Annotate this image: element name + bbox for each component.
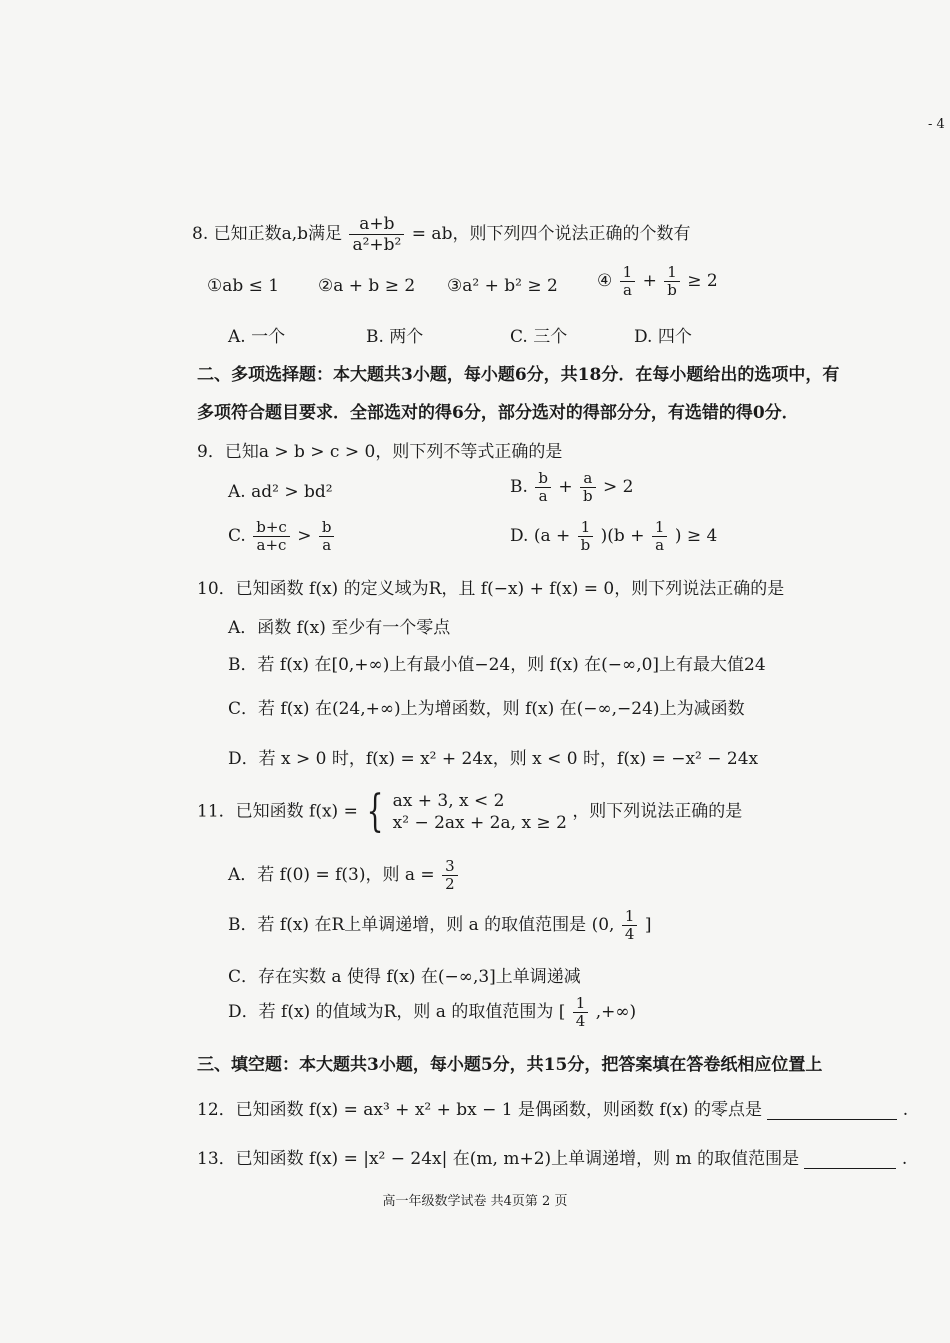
piecewise-cases: ax + 3, x < 2 x² − 2ax + 2a, x ≥ 2 (392, 791, 567, 833)
q8-option-d: D. 四个 (634, 327, 692, 347)
section2-heading-line1: 二、多项选择题：本大题共3小题，每小题6分，共18分．在每小题给出的选项中，有 (197, 365, 840, 385)
q10-option-d: D．若 x > 0 时，f(x) = x² + 24x，则 x < 0 时，f(x) = −x² − 24x (228, 749, 759, 769)
q10-stem: 10．已知函数 f(x) 的定义域为R，且 f(−x) + f(x) = 0，则下列说法正确的是 (197, 579, 785, 599)
q9-stem: 9．已知a > b > c > 0，则下列不等式正确的是 (197, 442, 563, 462)
corner-mark: - 4 (928, 117, 945, 132)
q10-option-c: C．若 f(x) 在(24,+∞)上为增函数，则 f(x) 在(−∞,−24)上为减函数 (228, 699, 745, 719)
q8-statement-3: ③a² + b² ≥ 2 (447, 276, 558, 296)
q9-option-c: C. $\frac{b+c}{a+c}$ > $\frac{b}{a}$ (228, 519, 336, 554)
q8-fraction: $\frac{a+b}{\text{a²+b²}}$ (349, 214, 404, 255)
q9-option-a: A. ad² > bd² (228, 482, 333, 502)
q9-option-d: D. (a + $\frac{1}{b}$ )(b + $\frac{1}{a}$ ) ≥ 4 (510, 518, 718, 554)
q8-option-b: B. 两个 (366, 327, 424, 347)
q12-answer-blank[interactable] (767, 1101, 897, 1120)
q11-option-a: A．若 f(0) = f(3)，则 a = $\frac{3}{2}$ (228, 858, 460, 893)
section3-heading: 三、填空题：本大题共3小题，每小题5分，共15分，把答案填在答卷纸相应位置上 (197, 1055, 823, 1075)
q11-option-c: C．存在实数 a 使得 f(x) 在(−∞,3]上单调递减 (228, 967, 581, 987)
q9-option-b: B. $\frac{b}{a}$ + $\frac{a}{b}$ > 2 (510, 469, 634, 505)
q11-stem: 11．已知函数 f(x) = { ax + 3, x < 2 x² − 2ax + 2a, x ≥ 2 ，则下列说法正确的是 (197, 786, 743, 837)
q13-stem: 13．已知函数 f(x) = |x² − 24x| 在(m, m+2)上单调递增，则 m 的取值范围是 . (197, 1149, 908, 1169)
q8-option-a: A. 一个 (228, 327, 286, 347)
q13-answer-blank[interactable] (804, 1150, 896, 1169)
q8-statement-1: ①ab ≤ 1 (207, 276, 280, 296)
brace-symbol: { (366, 786, 384, 837)
page-footer: 高一年级数学试卷 共4页第 2 页 (382, 1194, 568, 1209)
q11-option-b: B．若 f(x) 在R上单调递增，则 a 的取值范围是 (0, $\frac{1}{4}$ ] (228, 907, 652, 943)
q8-statement-4: ④ $\frac{1}{a}$ + $\frac{1}{b}$ ≥ 2 (597, 263, 718, 299)
q8-option-c: C. 三个 (510, 327, 568, 347)
section2-heading-line2: 多项符合题目要求．全部选对的得6分，部分选对的得部分分，有选错的得0分． (197, 403, 799, 423)
q12-stem: 12．已知函数 f(x) = ax³ + x² + bx − 1 是偶函数，则函数 f(x) 的零点是 . (197, 1100, 909, 1120)
q8-statement-2: ②a + b ≥ 2 (318, 276, 416, 296)
q8-stem: 8. 已知正数a,b满足 $\frac{a+b}{\text{a²+b²}}$ = ab，则下列四个说法正确的个数有 (192, 214, 691, 255)
q11-option-d: D．若 f(x) 的值域为R，则 a 的取值范围为 [ $\frac{1}{4}$ ,+∞) (228, 994, 637, 1030)
q10-option-a: A．函数 f(x) 至少有一个零点 (228, 618, 451, 638)
q10-option-b: B．若 f(x) 在[0,+∞)上有最小值−24，则 f(x) 在(−∞,0]上有最大值24 (228, 655, 766, 675)
